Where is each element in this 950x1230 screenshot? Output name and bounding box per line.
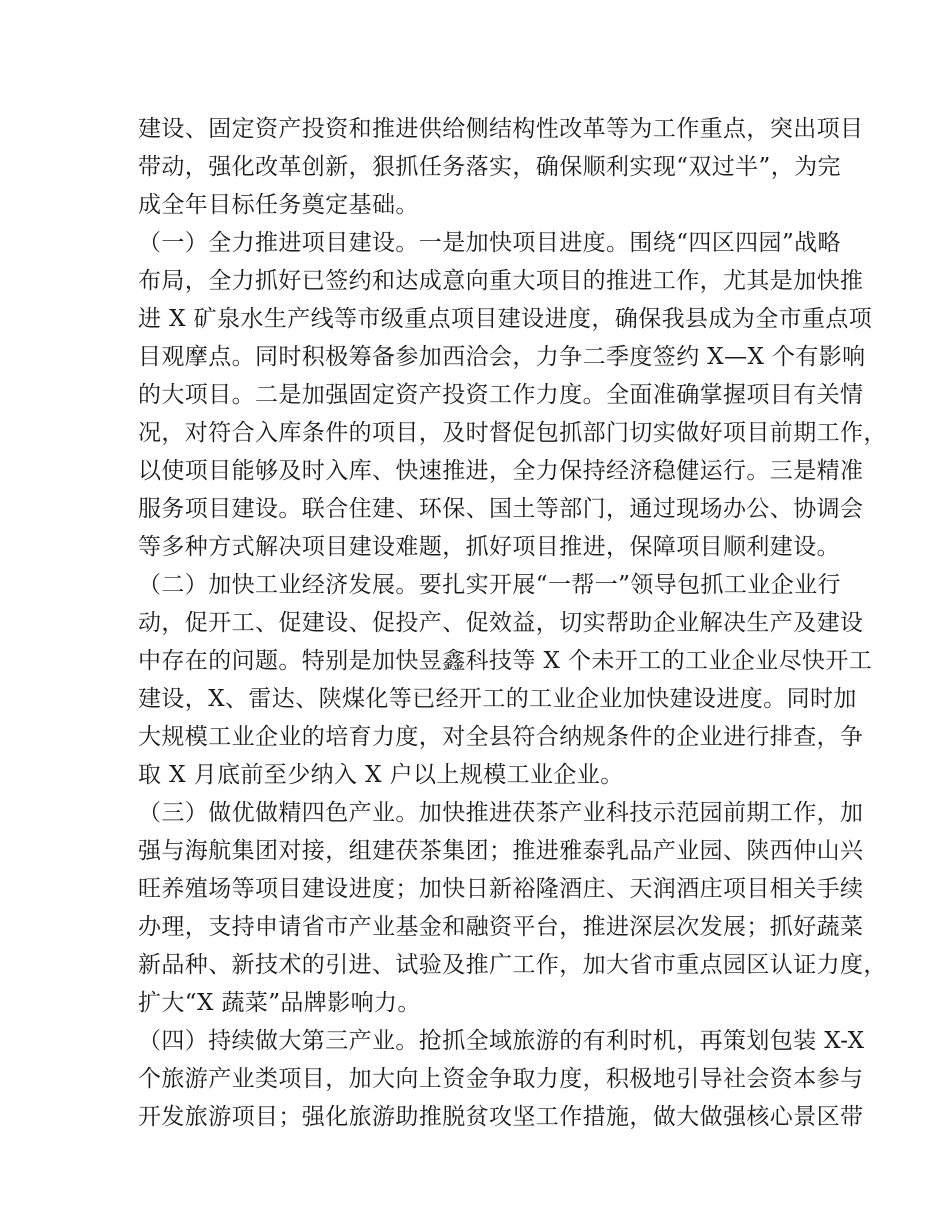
text-line: （二）加快工业经济发展。要扎实开展“一帮一”领导包抓工业企业行 <box>138 572 841 598</box>
text-line: 建设，X、雷达、陕煤化等已经开工的工业企业加快建设进度。同时加 <box>138 686 857 712</box>
document-body <box>138 110 887 1136</box>
text-line: 进 X 矿泉水生产线等市级重点项目建设进度，确保我县成为全市重点项 <box>138 306 873 332</box>
text-line: 新品种、新技术的引进、试验及推广工作，加大省市重点园区认证力度， <box>138 952 887 978</box>
text-line: 目观摩点。同时积极筹备参加西洽会，力争二季度签约 X—X 个有影响 <box>138 344 866 370</box>
text-line: （一）全力推进项目建设。一是加快项目进度。围绕“四区四园”战略 <box>138 230 841 256</box>
paragraph-intro <box>138 110 864 224</box>
text-line: 动，促开工、促建设、促投产、促效益，切实帮助企业解决生产及建设 <box>138 610 864 636</box>
text-line: 况，对符合入库条件的项目，及时督促包抓部门切实做好项目前期工作， <box>138 420 887 446</box>
paragraph-industrial-economy <box>138 566 873 794</box>
text-line: （三）做优做精四色产业。加快推进茯茶产业科技示范园前期工作，加 <box>138 800 864 826</box>
text-line: 个旅游产业类项目，加大向上资金争取力度，积极地引导社会资本参与 <box>138 1066 864 1092</box>
text-line: 布局，全力抓好已签约和达成意向重大项目的推进工作，尤其是加快推 <box>138 268 864 294</box>
text-line: 以使项目能够及时入库、快速推进，全力保持经济稳健运行。三是精准 <box>138 458 864 484</box>
text-line: 服务项目建设。联合住建、环保、国土等部门，通过现场办公、协调会 <box>138 496 864 522</box>
text-line: 扩大“X 蔬菜”品牌影响力。 <box>138 990 421 1016</box>
text-line: 大规模工业企业的培育力度，对全县符合纳规条件的企业进行排查，争 <box>138 724 864 750</box>
text-line: 的大项目。二是加强固定资产投资工作力度。全面准确掌握项目有关情 <box>138 382 864 408</box>
text-line: 取 X 月底前至少纳入 X 户以上规模工业企业。 <box>138 762 624 788</box>
text-line: 建设、固定资产投资和推进供给侧结构性改革等为工作重点，突出项目 <box>138 116 864 142</box>
paragraph-four-color-industry <box>138 794 887 1022</box>
text-line: 中存在的问题。特别是加快昱鑫科技等 X 个未开工的工业企业尽快开工 <box>138 648 873 674</box>
paragraph-tertiary-industry <box>138 1022 865 1136</box>
text-line: 成全年目标任务奠定基础。 <box>138 192 419 218</box>
text-line: （四）持续做大第三产业。抢抓全域旅游的有利时机，再策划包装 X-X <box>138 1028 865 1054</box>
text-line: 办理，支持申请省市产业基金和融资平台，推进深层次发展；抓好蔬菜 <box>138 914 864 940</box>
text-line: 带动，强化改革创新，狠抓任务落实，确保顺利实现“双过半”，为完 <box>138 154 841 180</box>
text-line: 强与海航集团对接，组建茯茶集团；推进雅泰乳品产业园、陕西仲山兴 <box>138 838 864 864</box>
text-line: 旺养殖场等项目建设进度；加快日新裕隆酒庄、天润酒庄项目相关手续 <box>138 876 864 902</box>
paragraph-project-construction <box>138 224 887 566</box>
text-line: 等多种方式解决项目建设难题，抓好项目推进，保障项目顺利建设。 <box>138 534 840 560</box>
text-line: 开发旅游项目；强化旅游助推脱贫攻坚工作措施，做大做强核心景区带 <box>138 1104 864 1130</box>
